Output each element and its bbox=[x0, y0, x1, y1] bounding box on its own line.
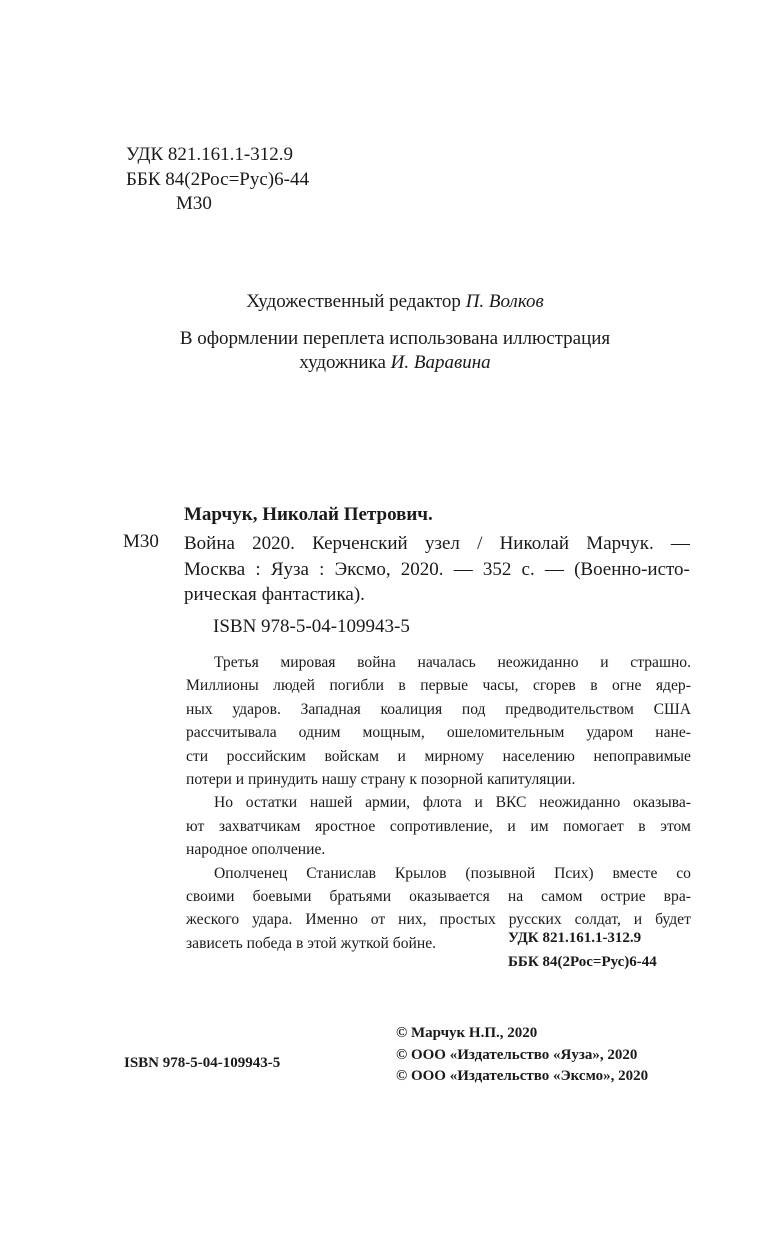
annotation-word: самом bbox=[541, 888, 583, 906]
annotation-word: оказывается bbox=[409, 888, 490, 906]
annotation-word: яростное bbox=[315, 817, 376, 835]
author-mark: М30 bbox=[176, 193, 212, 214]
cover-credit-label: художника bbox=[299, 352, 386, 373]
annotation-line bbox=[186, 745, 691, 768]
annotation-word: США bbox=[653, 700, 691, 718]
annotation bbox=[186, 651, 691, 955]
annotation-word: огне bbox=[611, 677, 642, 695]
annotation-word: вместе bbox=[612, 864, 658, 882]
annotation-word: Ополченец bbox=[214, 864, 288, 882]
bib-line bbox=[184, 557, 690, 583]
annotation-word: войскам bbox=[324, 747, 379, 765]
copyright-line: © ООО «Издательство «Эксмо», 2020 bbox=[396, 1068, 649, 1084]
annotation-word: мирному bbox=[424, 747, 484, 765]
annotation-word: населению bbox=[502, 747, 575, 765]
annotation-word: непоправимые bbox=[593, 747, 691, 765]
bib-word: фантастика). bbox=[261, 584, 365, 605]
annotation-word: коалиция bbox=[380, 700, 443, 718]
bibliographic-description bbox=[184, 531, 690, 608]
annotation-line bbox=[186, 815, 691, 838]
annotation-word: солдат, bbox=[574, 911, 621, 929]
annotation-word: них, bbox=[398, 911, 427, 929]
bib-line bbox=[184, 531, 690, 557]
bottom-udk: УДК 821.161.1-312.9 bbox=[508, 930, 642, 946]
annotation-word: Миллионы bbox=[186, 677, 259, 695]
annotation-word: оказыва- bbox=[633, 794, 691, 812]
annotation-word: предводительством bbox=[505, 700, 634, 718]
bib-word: 2020. bbox=[400, 558, 444, 580]
isbn-bottom: ISBN 978-5-04-109943-5 bbox=[124, 1055, 281, 1071]
bib-word: Керченский bbox=[312, 533, 408, 554]
annotation-word: острие bbox=[600, 888, 646, 906]
classification-block bbox=[126, 143, 309, 217]
annotation-word: мощным, bbox=[362, 724, 425, 742]
annotation-line bbox=[186, 885, 691, 908]
annotation-line bbox=[186, 721, 691, 744]
annotation-word: ошеломительным bbox=[446, 724, 565, 742]
annotation-line bbox=[186, 674, 691, 697]
annotation-word: и bbox=[474, 794, 483, 812]
art-editor-label: Художественный редактор bbox=[246, 291, 461, 312]
bib-word: (Военно-исто- bbox=[574, 558, 690, 580]
annotation-word: остатки bbox=[245, 794, 298, 812]
annotation-word: сти bbox=[186, 747, 209, 765]
annotation-word: сопротивление, bbox=[389, 817, 493, 835]
annotation-word: ных bbox=[186, 700, 213, 718]
bib-word: Яуза bbox=[270, 558, 309, 580]
annotation-line bbox=[186, 698, 691, 721]
annotation-word: война bbox=[357, 654, 396, 671]
annotation-word: первые bbox=[420, 677, 469, 695]
annotation-word: удара. bbox=[252, 911, 293, 929]
annotation-word: ядер- bbox=[655, 677, 691, 695]
annotation-word: погибли bbox=[329, 677, 384, 695]
copyright-line: © ООО «Издательство «Яуза», 2020 bbox=[396, 1046, 638, 1063]
annotation-word: Псих) bbox=[554, 864, 594, 882]
annotation-word: в bbox=[638, 817, 646, 835]
bib-word: / bbox=[477, 533, 483, 554]
annotation-word: под bbox=[461, 700, 486, 718]
annotation-word: неожиданно bbox=[539, 794, 621, 812]
annotation-word: потери и принудить нашу страну к позорной капитуляции. bbox=[186, 771, 576, 789]
bib-word: 2020. bbox=[252, 533, 295, 554]
annotation-word: простых bbox=[439, 911, 496, 929]
annotation-word: со bbox=[676, 864, 691, 882]
annotation-word: началась bbox=[417, 654, 476, 671]
annotation-word: сгорев bbox=[532, 677, 576, 695]
annotation-word: Западная bbox=[300, 700, 361, 718]
annotation-word: часы, bbox=[482, 677, 519, 695]
annotation-word: страшно. bbox=[630, 654, 691, 671]
annotation-word: ударом bbox=[586, 724, 634, 742]
annotation-word: флота bbox=[422, 794, 462, 812]
udk-code: УДК 821.161.1-312.9 bbox=[126, 144, 293, 165]
record-mark: М30 bbox=[123, 531, 159, 552]
bib-word: Николай bbox=[499, 533, 570, 554]
bib-word: рическая bbox=[184, 584, 257, 605]
annotation-word: одним bbox=[298, 724, 341, 742]
annotation-word: и bbox=[507, 817, 516, 835]
author-heading: Марчук, Николай Петрович. bbox=[184, 504, 433, 525]
annotation-word: помогает bbox=[563, 817, 624, 835]
annotation-word: армии, bbox=[365, 794, 411, 812]
annotation-word: на bbox=[507, 888, 524, 906]
annotation-word: русских bbox=[508, 911, 562, 929]
bottom-bbk: ББК 84(2Рос=Рус)6-44 bbox=[508, 954, 657, 970]
bib-word: 352 bbox=[482, 558, 512, 580]
isbn: ISBN 978-5-04-109943-5 bbox=[213, 616, 410, 637]
annotation-word: нашей bbox=[309, 794, 353, 812]
bib-word: с. bbox=[521, 558, 535, 580]
bib-word: — bbox=[670, 533, 690, 554]
annotation-word: зависеть победа в этой жуткой бойне. bbox=[186, 934, 437, 952]
cover-credit-line2 bbox=[0, 351, 768, 375]
bib-word: : bbox=[255, 558, 261, 580]
annotation-word: (позывной bbox=[465, 864, 536, 882]
annotation-word: этом bbox=[660, 817, 691, 835]
bib-word: узел bbox=[424, 533, 460, 554]
bib-word: Марчук. bbox=[586, 533, 654, 554]
bottom-classification bbox=[508, 926, 657, 974]
bib-line bbox=[184, 582, 690, 608]
cover-illustration-credit bbox=[0, 327, 768, 375]
annotation-word: и bbox=[633, 911, 643, 929]
bib-word: — bbox=[544, 558, 564, 580]
annotation-line bbox=[186, 768, 691, 791]
annotation-word: рассчитывала bbox=[186, 724, 277, 742]
annotation-word: в bbox=[590, 677, 598, 695]
bib-word: Война bbox=[184, 533, 235, 554]
annotation-word: Именно bbox=[305, 911, 358, 929]
art-editor-name: П. Волков bbox=[465, 291, 544, 312]
annotation-word: братьями bbox=[329, 888, 392, 906]
annotation-word: боевыми bbox=[252, 888, 312, 906]
annotation-word: будет bbox=[655, 911, 691, 929]
annotation-line bbox=[186, 791, 691, 814]
annotation-word: захватчикам bbox=[218, 817, 301, 835]
annotation-word: ударов. bbox=[232, 700, 281, 718]
annotation-word: ВКС bbox=[495, 794, 527, 812]
copyright-block bbox=[396, 1023, 648, 1088]
annotation-word: ют bbox=[186, 817, 205, 835]
annotation-word: Станислав bbox=[306, 864, 377, 882]
annotation-word: и bbox=[397, 747, 406, 765]
art-editor-credit bbox=[0, 290, 768, 314]
annotation-word: народное ополчение. bbox=[186, 841, 326, 859]
bib-word: Эксмо, bbox=[334, 558, 391, 580]
annotation-word: мировая bbox=[280, 654, 336, 671]
bib-word: — bbox=[453, 558, 473, 580]
cover-artist-name: И. Варавина bbox=[390, 352, 491, 373]
annotation-word: нане- bbox=[655, 724, 691, 742]
annotation-word: людей bbox=[273, 677, 316, 695]
annotation-word: российским bbox=[226, 747, 306, 765]
annotation-line bbox=[186, 862, 691, 885]
annotation-line bbox=[186, 651, 691, 674]
annotation-word: неожиданно bbox=[497, 654, 579, 671]
annotation-word: Но bbox=[214, 794, 234, 812]
bib-word: : bbox=[319, 558, 325, 580]
annotation-word: им bbox=[530, 817, 549, 835]
bbk-code: ББК 84(2Рос=Рус)6-44 bbox=[126, 168, 309, 190]
annotation-word: и bbox=[600, 654, 609, 671]
annotation-line bbox=[186, 838, 691, 861]
annotation-word: жеского bbox=[186, 911, 240, 929]
annotation-word: своими bbox=[186, 888, 235, 906]
copyright-line: © Марчук Н.П., 2020 bbox=[396, 1025, 538, 1041]
bib-word: Москва bbox=[184, 558, 246, 580]
annotation-word: Третья bbox=[214, 654, 259, 671]
annotation-word: в bbox=[398, 677, 406, 695]
annotation-word: вра- bbox=[663, 888, 691, 906]
annotation-word: Крылов bbox=[394, 864, 447, 882]
annotation-word: от bbox=[370, 911, 386, 929]
cover-credit-line1: В оформлении переплета использована иллюстрация bbox=[179, 328, 611, 349]
